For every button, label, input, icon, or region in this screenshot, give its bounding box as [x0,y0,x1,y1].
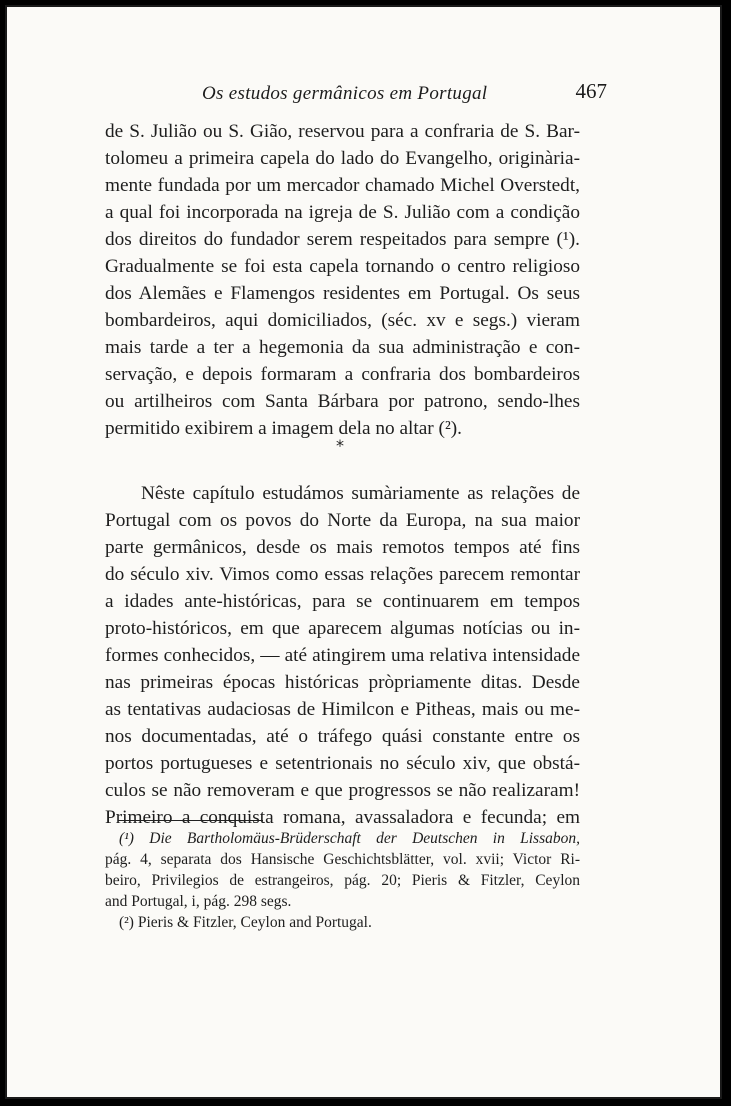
text-line: portos portugueses e setentrionais no século xiv, que obstá- [105,753,580,774]
page-header [112,79,607,109]
text-line: Portugal com os povos do Norte da Europa, na sua maior [105,510,580,531]
text-line: dos direitos do fundador serem respeitados para sempre (¹). [105,229,580,250]
text-line: nos documentadas, até o tráfego quási constante entre os [105,726,580,747]
text-line: Gradualmente se foi esta capela tornando o centro religioso [105,256,580,277]
text-line: do século xiv. Vimos como essas relações parecem remontar [105,564,580,585]
footnote-rule [118,820,263,821]
paragraph-2 [105,480,580,831]
footnote-line: and Portugal, i, pág. 298 segs. [105,893,292,910]
text-line: a qual foi incorporada na igreja de S. Julião com a condição [105,202,580,223]
paragraph-1 [105,118,580,442]
page-number: 467 [575,79,607,103]
text-line: permitido exibirem a imagem dela no altar (²). [105,418,462,439]
footnote-line: (¹) Die Bartholomäus-Brüderschaft der Deutschen in Lissabon, [119,830,580,847]
text-line: proto-históricos, em que aparecem algumas notícias ou in- [105,618,580,639]
text-line: a idades ante-históricas, para se continuarem em tempos [105,591,580,612]
text-line: as tentativas audaciosas de Himilcon e Pitheas, mais ou me- [105,699,580,720]
text-line: nas primeiras épocas históricas pròpriamente ditas. Desde [105,672,580,693]
text-line: de S. Julião ou S. Gião, reservou para a confraria de S. Bar- [105,121,580,142]
footnote-line: (²) Pieris & Fitzler, Ceylon and Portugal. [119,914,372,931]
running-title: Os estudos germânicos em Portugal [202,83,488,104]
text-line: Nêste capítulo estudámos sumàriamente as relações de [141,483,580,504]
footnote-line: beiro, Privilegios de estrangeiros, pág. 20; Pieris & Fitzler, Ceylon [105,872,580,889]
text-line: mente fundada por um mercador chamado Michel Overstedt, [105,175,580,196]
text-line: mais tarde a ter a hegemonia da sua administração e con- [105,337,580,358]
section-separator: * [336,436,344,455]
text-line: ou artilheiros com Santa Bárbara por patrono, sendo-lhes [105,391,580,412]
text-line: dos Alemães e Flamengos residentes em Portugal. Os seus [105,283,580,304]
text-line: culos se não removeram e que progressos se não realizaram! [105,780,580,801]
text-line: parte germânicos, desde os mais remotos tempos até fins [105,537,580,558]
text-line: formes conhecidos, — até atingirem uma relativa intensidade [105,645,580,666]
text-line: Primeiro a conquista romana, avassaladora e fecunda; em [105,807,580,828]
text-line: servação, e depois formaram a confraria dos bombardeiros [105,364,580,385]
footnote-line: pág. 4, separata dos Hansische Geschichtsblätter, vol. xvii; Victor Ri- [105,851,580,868]
text-line: tolomeu a primeira capela do lado do Evangelho, originària- [105,148,580,169]
footnotes [105,828,580,933]
text-line: bombardeiros, aqui domiciliados, (séc. xv e segs.) vieram [105,310,580,331]
